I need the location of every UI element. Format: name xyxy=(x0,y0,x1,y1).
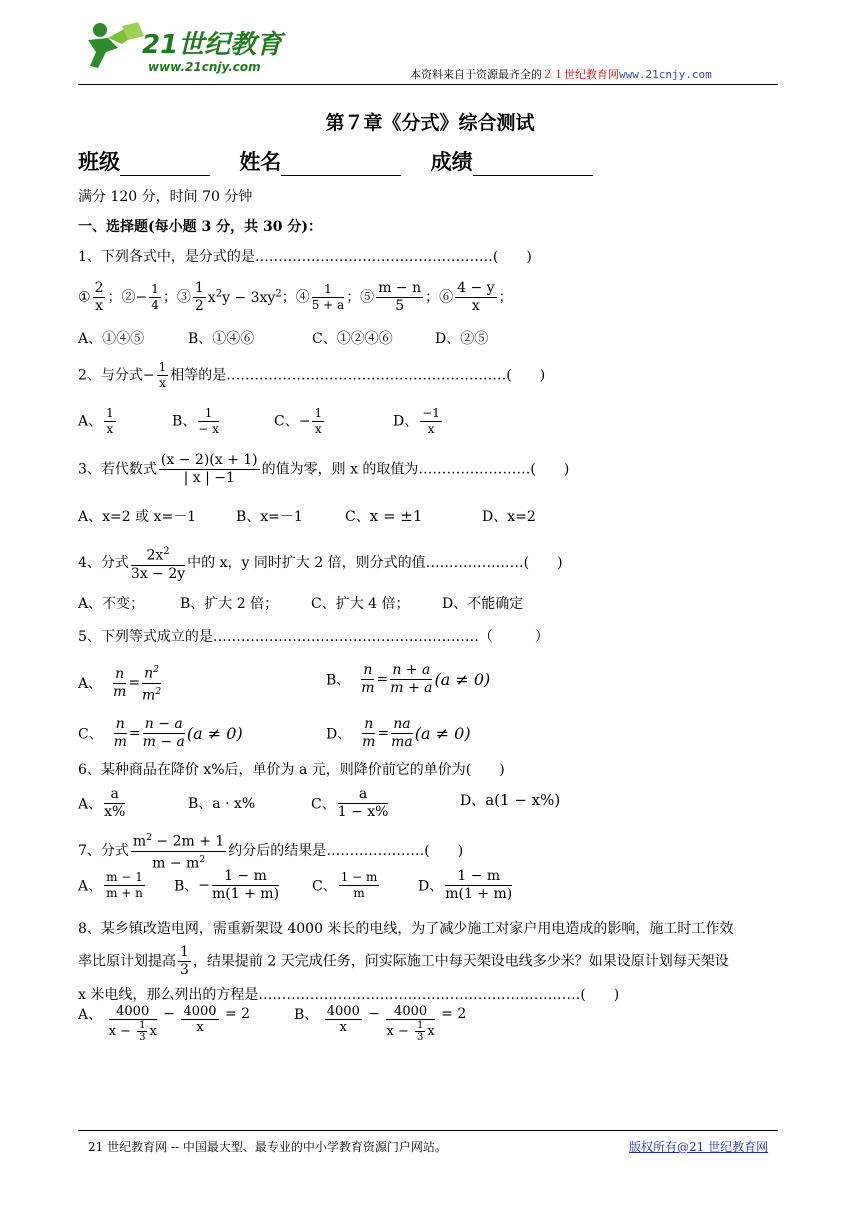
item-marker: ；② xyxy=(107,289,136,306)
q3-option-d[interactable]: D、x=2 xyxy=(482,509,536,525)
item-marker: ；③ xyxy=(162,289,191,306)
name-blank[interactable] xyxy=(281,153,401,176)
q5-option-a[interactable]: A、 $\frac{n}{m}$ = $\frac{n^2}{m^2}$ xyxy=(78,662,163,704)
page-title: 第７章《分式》综合测试 xyxy=(325,112,535,134)
q4-option-d[interactable]: D、不能确定 xyxy=(442,596,524,612)
q7-option-b[interactable]: B、− $\frac{1 - m}{m(1 + m)}$ xyxy=(174,868,280,902)
question-4-stem xyxy=(78,543,563,583)
question-1-stem: 1、下列各式中，是分式的是……………………………………………( ) xyxy=(78,249,532,265)
fraction: $\frac{1}{x}$ xyxy=(158,360,167,390)
q4-option-b[interactable]: B、扩大 2 倍； xyxy=(180,596,279,612)
footer-divider xyxy=(78,1130,778,1131)
question-1-items: ① $\frac{2}{x}$ ；②− $\frac{1}{4}$ ；③ $\frac{1}{2}$ $x^2y - 3xy^2$；④ $\frac{1}{5 + a}$ ；⑤ $\frac{m - n}{5}$ ；⑥ $\frac{4 - y}{x}$ ； xyxy=(78,280,513,314)
question-3-stem xyxy=(78,452,569,487)
q2-option-d[interactable]: D、 $\frac{-1}{x}$ xyxy=(393,406,440,436)
q3-stem-end: 的值为零，则 x 的取值为……………………( ) xyxy=(261,461,570,478)
q5-option-c[interactable]: C、 $\frac{n}{m}$ = $\frac{n - a}{m - a}$ (a ≠ 0) xyxy=(78,716,243,750)
fraction: $\frac{m^2 - 2m + 1}{m - m^2}$ xyxy=(131,830,226,872)
site-logo xyxy=(78,18,283,80)
q3-stem-start: 3、若代数式 xyxy=(78,461,157,478)
q6-option-c[interactable]: C、 $\frac{a}{1 - x\%}$ xyxy=(311,786,389,820)
q2-stem-end: 相等的是……………………………………………………( ) xyxy=(170,367,546,384)
item-marker: ； xyxy=(498,289,513,306)
fraction: $\frac{1}{4}$ xyxy=(151,282,159,312)
item-marker: ；⑥ xyxy=(425,289,454,306)
q4-stem-start: 4、分式 xyxy=(78,554,129,571)
question-8-line-2 xyxy=(78,944,729,979)
footer-text: 21 世纪教育网 -- 中国最大型、最专业的中小学教育资源门户网站。 xyxy=(88,1140,447,1154)
q4-stem-end: 中的 x，y 同时扩大 2 倍，则分式的值…………………( ) xyxy=(187,554,563,571)
q4-option-c[interactable]: C、扩大 4 倍； xyxy=(311,596,410,612)
q4-option-a[interactable]: A、不变； xyxy=(78,596,145,612)
exam-meta: 满分 120 分，时间 70 分钟 xyxy=(78,189,253,205)
q7-stem-start: 7、分式 xyxy=(78,843,129,860)
q3-option-c[interactable]: C、x = ±1 xyxy=(345,507,423,525)
question-5-stem: 5、下列等式成立的是…………………………………………………（ ） xyxy=(78,629,549,645)
student-info-line xyxy=(78,146,615,176)
q3-option-b[interactable]: B、x=－1 xyxy=(236,509,303,525)
header-note-red: ２１世纪教育网 xyxy=(542,68,619,81)
name-label: 姓名 xyxy=(239,150,282,174)
q2-option-b[interactable]: B、 $\frac{1}{- x}$ xyxy=(172,406,219,436)
question-7-stem xyxy=(78,830,463,872)
score-label: 成绩 xyxy=(430,150,473,174)
fraction: $\frac{1}{2}$ xyxy=(194,280,204,314)
fraction: $\frac{(x - 2)(x + 1)}{| x | -1}$ xyxy=(160,452,258,486)
q2-option-a[interactable]: A、 $\frac{1}{x}$ xyxy=(78,406,114,436)
fraction: $\frac{2x^2}{3x - 2y}$ xyxy=(131,543,185,583)
fraction: $\frac{1}{3}$ xyxy=(180,944,189,978)
q7-option-a[interactable]: A、 $\frac{m - 1}{m + n}$ xyxy=(78,870,143,900)
score-blank[interactable] xyxy=(473,153,593,176)
header-note xyxy=(410,66,712,82)
item-marker: ① xyxy=(78,289,91,306)
q6-option-b[interactable]: B、a · x% xyxy=(188,796,256,812)
footer-copyright-link[interactable]: 版权所有@21 世纪教育网 xyxy=(629,1140,769,1154)
q7-option-d[interactable]: D、 $\frac{1 - m}{m(1 + m)}$ xyxy=(418,868,513,902)
q7-option-c[interactable]: C、 $\frac{1 - m}{m}$ xyxy=(312,870,378,900)
q8-option-a[interactable]: A、 4000 x − $\frac{1}{3}$ x − $\frac{4000}{x}$ = 2 xyxy=(78,1004,251,1043)
logo-url: www.21cnjy.com xyxy=(148,60,261,74)
question-8-line-1: 8、某乡镇改造电网，需重新架设 4000 米长的电线，为了减少施工对家户用电造成的影响，施工时工作效 xyxy=(78,921,734,937)
class-label: 班级 xyxy=(78,150,120,174)
header-note-prefix: 本资料来自于资源最齐全的 xyxy=(410,68,542,81)
fraction: $\frac{1}{5 + a}$ xyxy=(311,282,345,312)
q6-option-d[interactable]: D、a(1 − x%) xyxy=(460,791,561,809)
question-8-line-3: x 米电线，那么列出的方程是……………………………………………………………( ) xyxy=(78,987,620,1003)
q8-line2-start: 率比原计划提高 xyxy=(78,953,176,970)
question-2-stem: 2、与分式− $\frac{1}{x}$ 相等的是……………………………………………………( ) xyxy=(78,360,546,390)
item-marker: ；④ xyxy=(281,289,310,306)
header-divider xyxy=(78,84,778,85)
item-marker: ；⑤ xyxy=(346,289,375,306)
q1-option-c[interactable]: C、①②④⑥ xyxy=(312,331,393,347)
class-blank[interactable] xyxy=(120,153,210,176)
section-title: 一、选择题(每小题 3 分，共 30 分)： xyxy=(78,219,322,235)
q8-line2-end: ，结果提前 2 天完成任务，问实际施工中每天架设电线多少米？如果设原计划每天架设 xyxy=(192,953,729,970)
q5-option-b[interactable]: B、 $\frac{n}{m}$ = $\frac{n + a}{m + a}$ (a ≠ 0) xyxy=(326,662,491,696)
question-6-stem: 6、某种商品在降价 x%后，单价为 a 元，则降价前它的单价为( ) xyxy=(78,762,505,778)
fraction: $\frac{4 - y}{x}$ xyxy=(457,280,495,314)
q2-stem-start: 2、与分式 xyxy=(78,367,143,384)
q2-option-c[interactable]: C、− $\frac{1}{x}$ xyxy=(274,406,323,436)
q3-option-a[interactable]: A、x=2 或 x=－1 xyxy=(78,509,197,525)
q8-option-b[interactable]: B、 $\frac{4000}{x}$ − 4000 x − $\frac{1}{3}$ x = 2 xyxy=(294,1004,467,1043)
q6-option-a[interactable]: A、 $\frac{a}{x\%}$ xyxy=(78,786,126,820)
q1-option-b[interactable]: B、①④⑥ xyxy=(188,331,255,347)
fraction: $\frac{2}{x}$ xyxy=(94,280,104,314)
fraction: $\frac{m - n}{5}$ xyxy=(378,280,422,314)
q7-stem-end: 约分后的结果是…………………( ) xyxy=(228,843,464,860)
q5-option-d[interactable]: D、 $\frac{n}{m}$ = $\frac{na}{ma}$ (a ≠ 0) xyxy=(326,716,471,750)
q1-option-a[interactable]: A、①④⑤ xyxy=(78,331,145,347)
logo-text: 21世纪教育 xyxy=(142,30,283,60)
header-note-link[interactable]: www.21cnjy.com xyxy=(619,68,712,81)
q1-option-d[interactable]: D、②⑤ xyxy=(435,331,489,347)
